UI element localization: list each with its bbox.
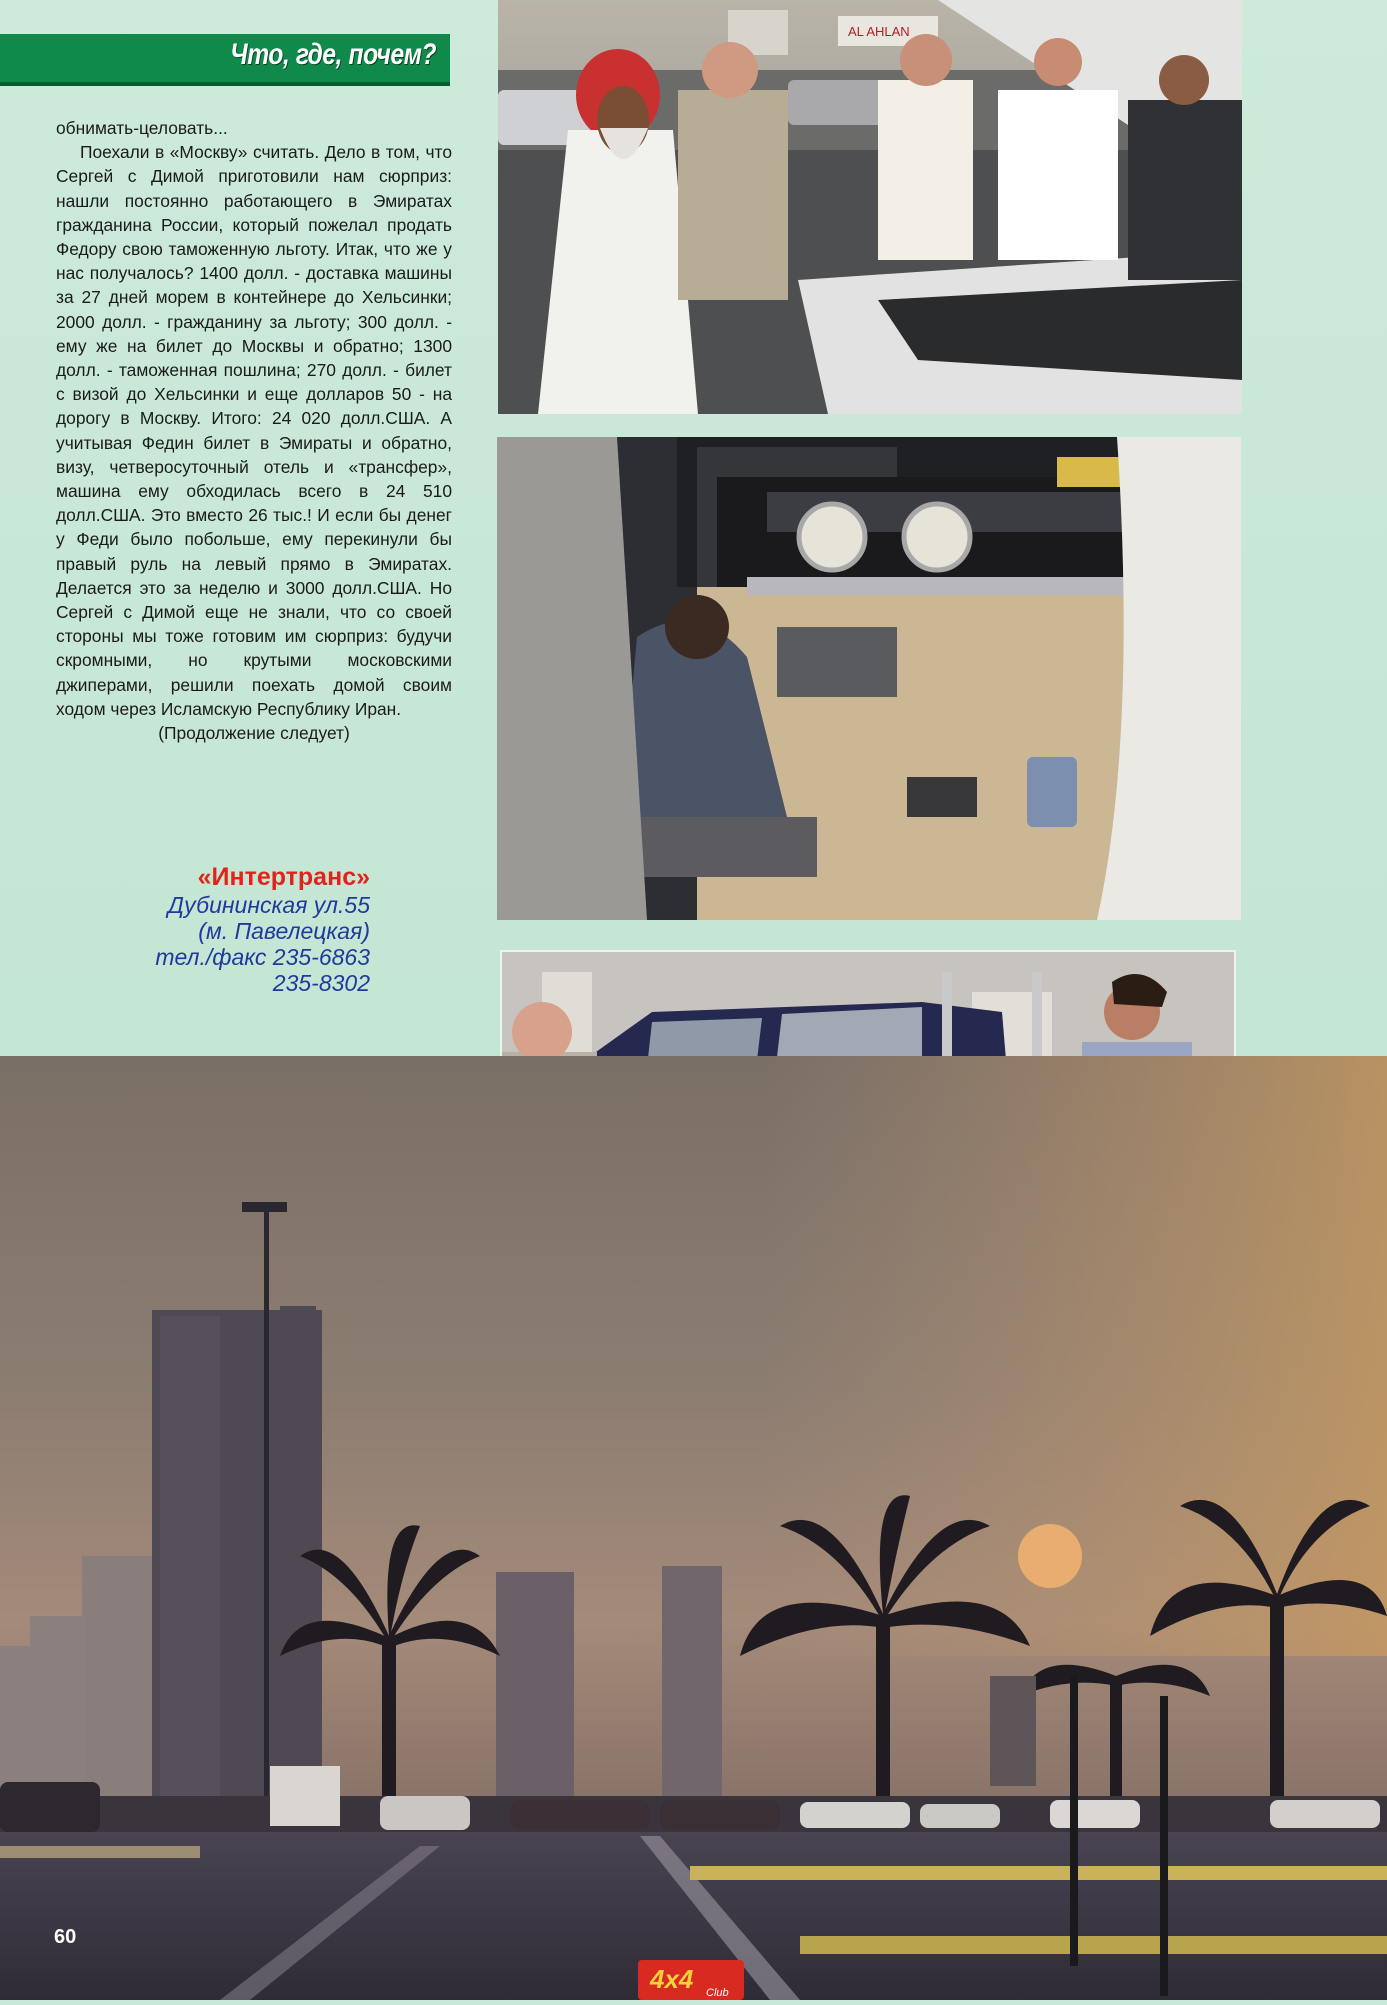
section-header [0, 34, 450, 86]
article-paragraph: Поехали в «Москву» считать. Дело в том, что Сергей с Димой приготовили нам сюрприз: нашли постоянно работающего в Эмиратах гражданина России, который пожелал продать Федору свою таможенную льготу. Итак, что же у нас получалось? 1400 долл. - доставка машины за 27 дней морем в контейнере до Хельсинки; 2000 долл. - гражданину за льготу; 300 долл. - ему же на билет до Москвы и обратно; 1300 долл. - таможенная пошлина; 270 долл. - билет с визой до Хельсинки и еще долларов 50 - на дорогу в Москву. Итого: 24 020 долл.США. А учитывая Федин билет в Эмираты и обратно, визу, четверосуточный отель и «трансфер», машина ему обходилась всего в 24 510 долл.США. Это вместо 26 тыс.! И если бы денег у Феди было побольше, ему перекинули бы правый руль на левый прямо в Эмиратах. Делается это за неделю и 3000 долл.США. Но Сергей с Димой еще не знали, что со своей стороны мы тоже готовим им сюрприз: будучи скромными, но крутыми московскими джиперами, решили поехать домой своим ходом через Исламскую Республику Иран. [56, 142, 452, 719]
shop-sign: AL AHLAN [848, 24, 910, 39]
contact-block [120, 862, 370, 996]
logo-subtext: Club [706, 1987, 729, 1999]
company-phone-2: 235-8302 [272, 970, 370, 996]
article-continuation: (Продолжение следует) [158, 723, 350, 744]
section-title: Что, где, почем? [230, 38, 436, 71]
photo-car-inspection [498, 0, 1242, 414]
company-metro: (м. Павелецкая) [198, 918, 370, 944]
magazine-logo [636, 1950, 746, 2000]
article-text [56, 116, 452, 745]
company-address: Дубининская ул.55 [167, 892, 370, 918]
photo-sunset-city [0, 1056, 1387, 2000]
article-paragraph: обнимать-целовать... [56, 118, 228, 138]
company-phone: тел./факс 235-6863 [155, 944, 370, 970]
page-number: 60 [54, 1926, 77, 1948]
logo-text: 4x4 [650, 1964, 694, 1994]
photo-mechanic [497, 437, 1241, 920]
company-name: «Интертранс» [197, 863, 370, 891]
